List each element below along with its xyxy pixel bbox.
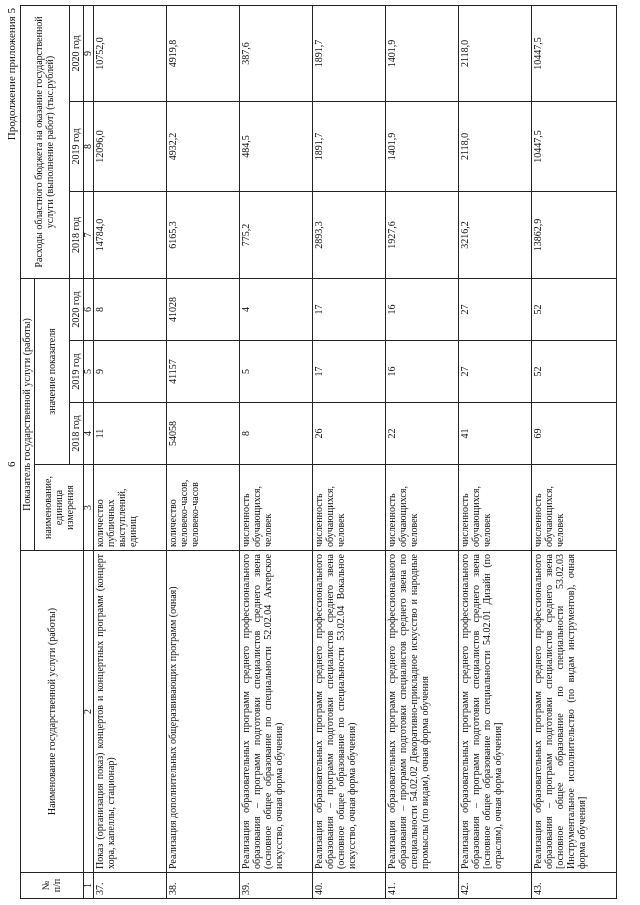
expense-2018: 775,2	[240, 191, 313, 278]
value-2018: 11	[94, 403, 167, 465]
value-2019: 16	[386, 341, 459, 403]
column-number: 2	[84, 551, 94, 873]
row-number: 40.	[313, 873, 386, 899]
indicator-name: численность обучающихся, человек	[459, 465, 532, 551]
table-row	[386, 5, 459, 898]
value-2020: 27	[459, 278, 532, 340]
value-2019: 5	[240, 341, 313, 403]
value-2019: 52	[532, 341, 617, 403]
expense-2020: 10752,0	[94, 5, 167, 101]
expense-2020: 1401,9	[386, 5, 459, 101]
table-row	[167, 5, 240, 898]
row-number: 37.	[94, 873, 167, 899]
column-number: 5	[84, 341, 94, 403]
service-name: Реализация образовательных программ среднего профессионального образования – программ подготовки специалистов среднего звена [основное общее образование по специальности 54.02.01 Дизайн (по отраслям), очная форма обучения]	[459, 551, 532, 873]
row-number: 42.	[459, 873, 532, 899]
expense-2020: 10447,5	[532, 5, 617, 101]
service-name: Реализация образовательных программ среднего профессионального образования – программ подготовки специалистов среднего звена [основное общее образование по специальности 53.02.03 Инструментальное исполнительство (по видам инструментов), очная форма обучения]	[532, 551, 617, 873]
expense-2018: 3216,2	[459, 191, 532, 278]
expense-2020: 2118,0	[459, 5, 532, 101]
header-expense-year-2020: 2020 год	[70, 5, 84, 101]
value-2018: 54058	[167, 403, 240, 465]
expense-2018: 1927,6	[386, 191, 459, 278]
table-row	[459, 5, 532, 898]
continuation-label: Продолжение приложения 5	[6, 8, 18, 141]
service-name: Показ (организация показ) концертов и концертных программ (концерт хора, капеллы, стационар)	[94, 551, 167, 873]
value-2018: 8	[240, 403, 313, 465]
value-2018: 69	[532, 403, 617, 465]
expense-2019: 10447,5	[532, 101, 617, 191]
indicator-name: количество человеко-часов, человеко-часов	[167, 465, 240, 551]
header-expenses: Расходы областного бюджета на оказание государственной услуги (выполнение работ) (тыс.рублей)	[21, 5, 70, 278]
indicator-name: количество публичных выступлений, единиц	[94, 465, 167, 551]
value-2018: 22	[386, 403, 459, 465]
value-2020: 16	[386, 278, 459, 340]
expense-2019: 4932,2	[167, 101, 240, 191]
table-row	[240, 5, 313, 898]
row-number: 43.	[532, 873, 617, 899]
value-2019: 9	[94, 341, 167, 403]
expense-2019: 1891,7	[313, 101, 386, 191]
header-num: № п/п	[21, 873, 84, 899]
value-2020: 17	[313, 278, 386, 340]
page-number: 6	[6, 461, 18, 467]
column-number: 4	[84, 403, 94, 465]
header-indicator: Показатель государственной услуги (работы)	[21, 278, 35, 550]
expense-2019: 12096,0	[94, 101, 167, 191]
expense-2018: 2893,3	[313, 191, 386, 278]
service-name: Реализация дополнительных общеразвивающих программ (очная)	[167, 551, 240, 873]
expense-2020: 1891,7	[313, 5, 386, 101]
expense-2019: 2118,0	[459, 101, 532, 191]
column-number: 7	[84, 191, 94, 278]
column-number: 9	[84, 5, 94, 101]
expense-2018: 6165,3	[167, 191, 240, 278]
value-2020: 8	[94, 278, 167, 340]
row-number: 38.	[167, 873, 240, 899]
indicator-name: численность обучающихся, человек	[313, 465, 386, 551]
header-year-2019: 2019 год	[70, 341, 84, 403]
row-number: 41.	[386, 873, 459, 899]
service-name: Реализация образовательных программ среднего профессионального образования – программ подготовки специалистов среднего звена (основное общее образование по специальности 53.02.04 Вокальное искусство, очная форма обучения)	[313, 551, 386, 873]
value-2019: 27	[459, 341, 532, 403]
indicator-name: численность обучающихся, человек	[386, 465, 459, 551]
services-table	[20, 5, 617, 899]
indicator-name: численность обучающихся, человек	[532, 465, 617, 551]
header-indicator-value: значение показателя	[35, 278, 70, 464]
header-expense-year-2019: 2019 год	[70, 101, 84, 191]
service-name: Реализация образовательных программ среднего профессионального образования – программ подготовки специалистов среднего звена по специальности 54.02.02 Декоративно-прикладное искусство и народные промыслы (по видам), очная форма обучения	[386, 551, 459, 873]
column-number: 8	[84, 101, 94, 191]
value-2020: 52	[532, 278, 617, 340]
value-2019: 17	[313, 341, 386, 403]
expense-2019: 484,5	[240, 101, 313, 191]
expense-2020: 4919,8	[167, 5, 240, 101]
column-number: 1	[84, 873, 94, 899]
header-year-2020: 2020 год	[70, 278, 84, 340]
table-row	[532, 5, 617, 898]
table-row	[94, 5, 167, 898]
header-service-name: Наименование государственной услуги (работы)	[21, 551, 84, 873]
expense-2020: 387,6	[240, 5, 313, 101]
column-number: 3	[84, 465, 94, 551]
row-number: 39.	[240, 873, 313, 899]
expense-2018: 13862,9	[532, 191, 617, 278]
indicator-name: численность обучающихся, человек	[240, 465, 313, 551]
table-row	[313, 5, 386, 898]
value-2018: 26	[313, 403, 386, 465]
value-2020: 4	[240, 278, 313, 340]
header-indicator-name: наименование, единица измерения	[35, 465, 84, 551]
expense-2018: 14784,0	[94, 191, 167, 278]
service-name: Реализация образовательных программ среднего профессионального образования – программ подготовки специалистов среднего звена (основное общее образование по специальности 52.02.04 Актерское искусство, очная форма обучения)	[240, 551, 313, 873]
header-year-2018: 2018 год	[70, 403, 84, 465]
value-2018: 41	[459, 403, 532, 465]
value-2019: 41157	[167, 341, 240, 403]
expense-2019: 1401,9	[386, 101, 459, 191]
header-expense-year-2018: 2018 год	[70, 191, 84, 278]
value-2020: 41028	[167, 278, 240, 340]
column-number: 6	[84, 278, 94, 340]
